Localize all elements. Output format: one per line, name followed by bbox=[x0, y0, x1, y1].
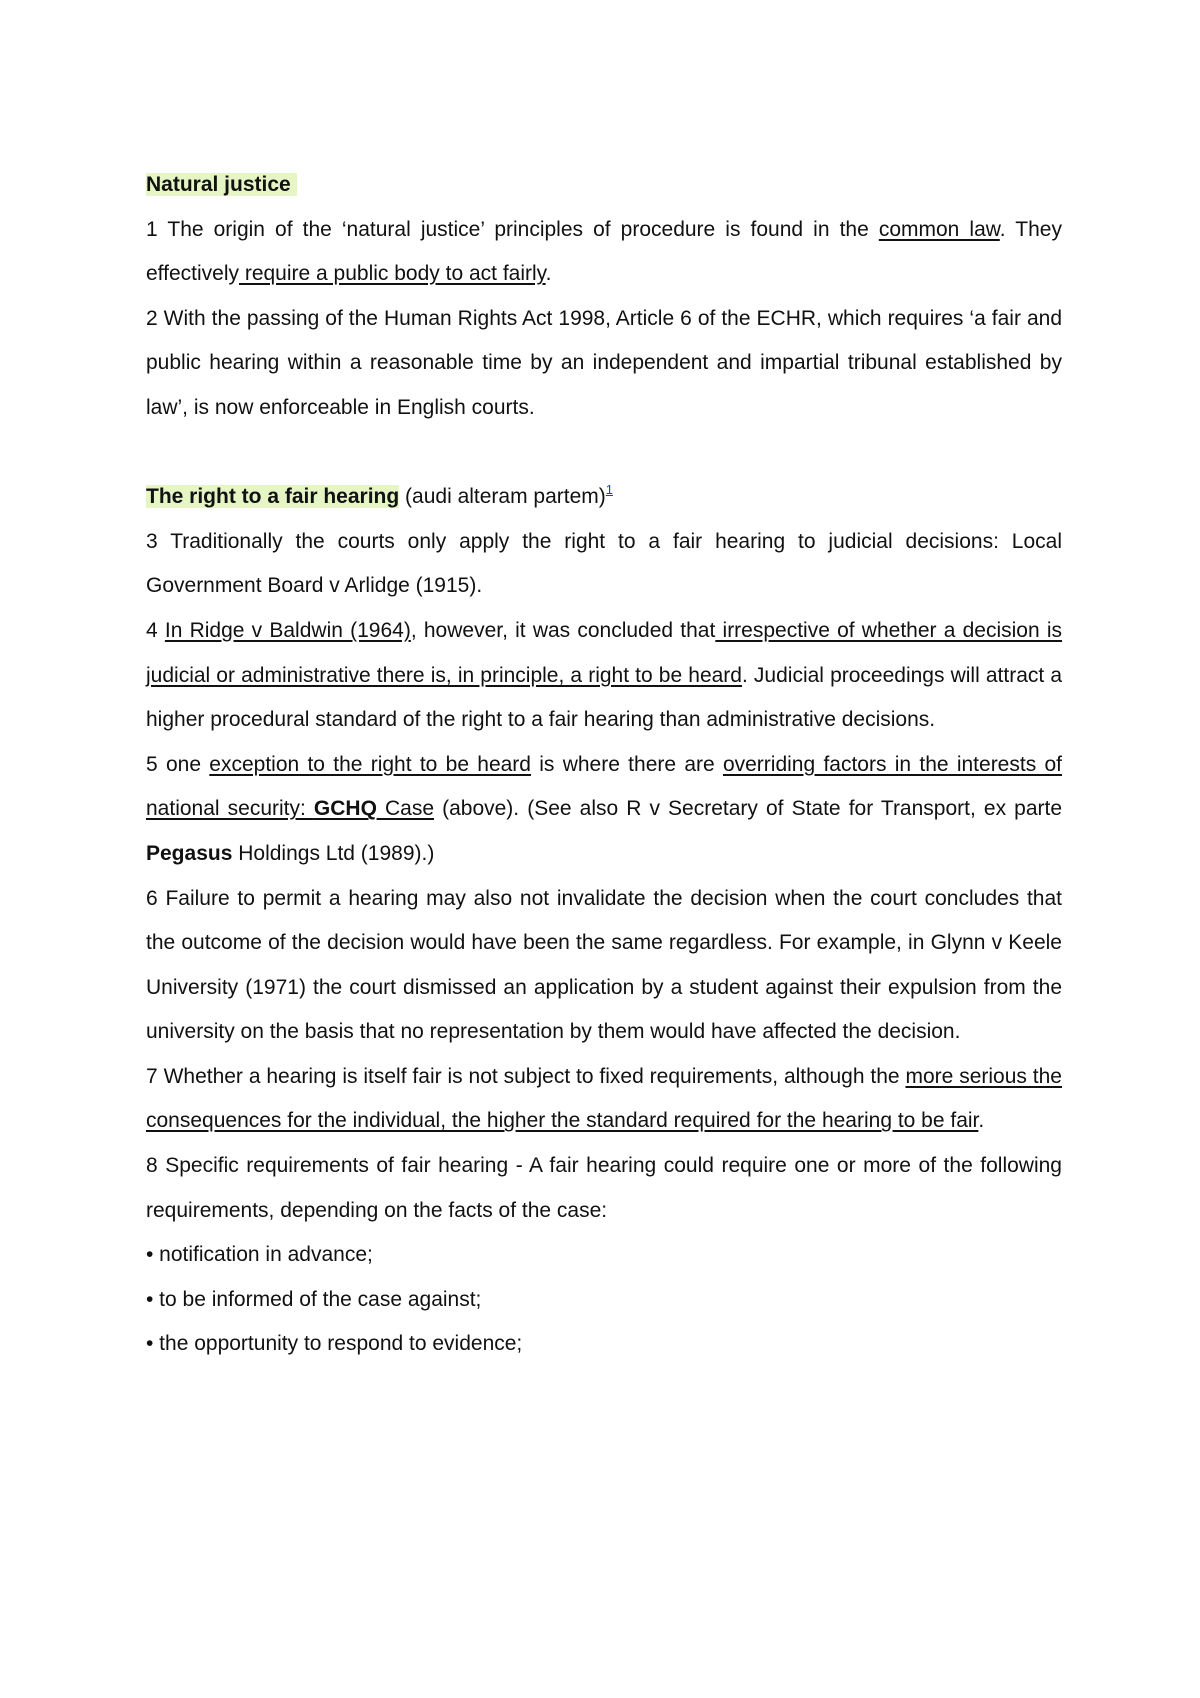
underlined-text: In Ridge v Baldwin (1964) bbox=[164, 618, 411, 642]
paragraph-4: 4 In Ridge v Baldwin (1964), however, it was concluded that irrespective of whether a decision is judicial or administrative there is, in principle, a right to be heard. Judicial proceedings will attract a higher procedural standard of the right to a fair hearing than administrative decisions. bbox=[146, 618, 1063, 732]
section-heading-fair-hearing: The right to a fair hearing (audi alteram partem)$^1$ bbox=[146, 482, 614, 509]
paragraph-8: 8 Specific requirements of fair hearing - A fair hearing could require one or more of the following requirements, depending on the facts of the case: bbox=[146, 1154, 1062, 1222]
blank-line bbox=[146, 431, 1062, 476]
underlined-text: common law bbox=[878, 217, 1000, 241]
underlined-bold-text: GCHQ bbox=[313, 797, 377, 821]
paragraph-7: 7 Whether a hearing is itself fair is not subject to fixed requirements, although the more serious the consequences for the individual, the higher the standard required for the hearing to be fair. bbox=[146, 1064, 1062, 1133]
bullet-item: • the opportunity to respond to evidence; bbox=[146, 1332, 523, 1356]
underlined-text: require a public body to act fairly bbox=[239, 262, 546, 286]
bullet-item: • to be informed of the case against; bbox=[146, 1287, 482, 1311]
paragraph-5: 5 one exception to the right to be heard is where there are overriding factors in the interests of national security: GCHQ Case (above). (See also R v Secretary of State for Transport, ex parte Pegasus Holdings Ltd (1989).) bbox=[146, 752, 1063, 865]
document-body bbox=[146, 163, 1062, 1367]
underlined-text: irrespective of whether a decision is judicial or administrative there is, in principle, a right to be heard bbox=[146, 618, 1063, 687]
paragraph-2: 2 With the passing of the Human Rights Act 1998, Article 6 of the ECHR, which requires ‘a fair and public hearing within a reasonable time by an independent and impartial tribunal established by law’, is now enforceable in English courts. bbox=[146, 306, 1062, 419]
underlined-text: more serious the consequences for the individual, the higher the standard required for the hearing to be fair bbox=[146, 1064, 1062, 1133]
underlined-text: exception to the right to be heard bbox=[209, 752, 531, 776]
bullet-item: • notification in advance; bbox=[146, 1243, 373, 1267]
paragraph-6: 6 Failure to permit a hearing may also not invalidate the decision when the court concludes that the outcome of the decision would have been the same regardless. For example, in Glynn v Keele University (1971) the court dismissed an application by a student against their expulsion from the university on the basis that no representation by them would have affected the decision. bbox=[146, 886, 1062, 1044]
footnote-link[interactable]: 1 bbox=[605, 482, 614, 498]
underlined-text: overriding factors in the interests of national security: bbox=[146, 752, 1062, 821]
bold-text: Pegasus bbox=[146, 841, 233, 865]
section-heading-natural-justice bbox=[146, 163, 1062, 208]
underlined-text: Case bbox=[376, 797, 435, 821]
highlighted-heading: The right to a fair hearing bbox=[146, 485, 400, 509]
highlighted-heading: Natural justice bbox=[146, 173, 297, 196]
paragraph-3: 3 Traditionally the courts only apply the right to a fair hearing to judicial decisions: Local Government Board v Arlidge (1915). bbox=[146, 529, 1062, 598]
paragraph-1: 1 The origin of the ‘natural justice’ principles of procedure is found in the common law. They effectively require a public body to act fairly. bbox=[146, 217, 1062, 286]
